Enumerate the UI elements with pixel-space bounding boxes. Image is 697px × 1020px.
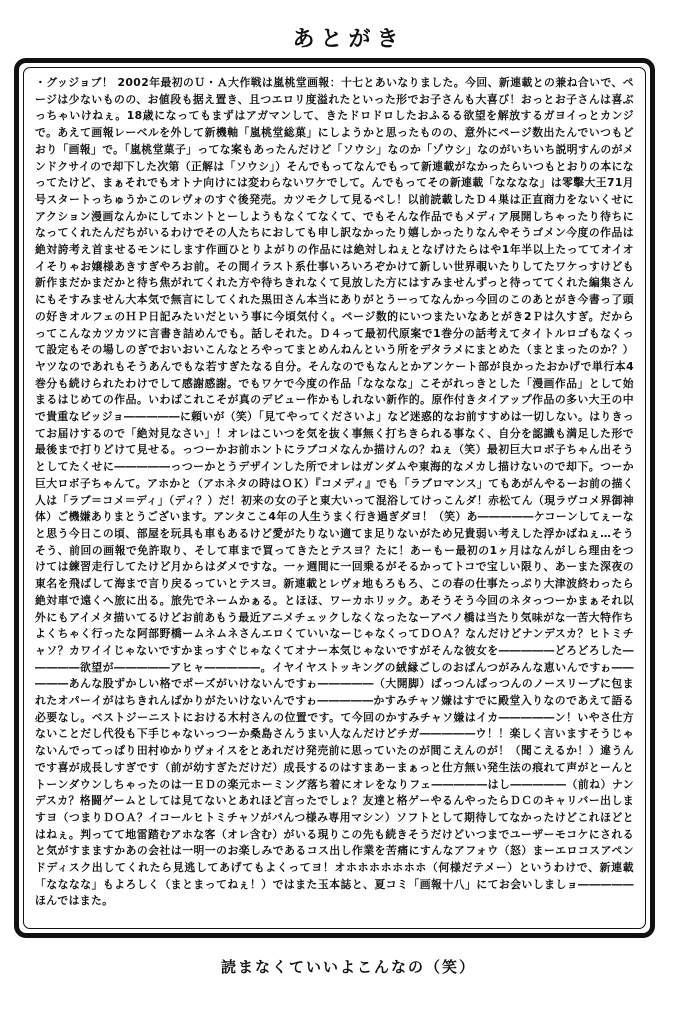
page-title: あとがき <box>292 27 405 52</box>
afterword-body: ・グッジョブ！ 2002年最初のＵ・Ａ大作戦は嵐桃堂画報：十七とあいなりました。今回、新連載との兼ね合いで、ページは少ないものの、お値段も据え置き、且つエロリ度溢れたといった形でお子さんも大喜び！おっとお子さんは喜ぶっちゃいけねぇ。18歳になってもまずはアガマンして、きたドロドロしたおふるる欲望を解放するガヨイっとカンジで。あえて画報レーベルを外して新機軸「嵐桃堂総菓」にしようかと思ったものの、意外にページ数出たんでいつもどおり「画報」で。「嵐桃堂菓子」ってな案もあったんだけど「ソウシ」なのか「ゾウシ」なのがいちいち説明すんのがメンドクサイので却下した次第（正解は「ソウシ」）そんでもってなんでもって新連載がなかったらいつもとおりの本になってたけど、まぁそれでもオトナ向けには変わらないワケでして。んでもってその新連載「なななな」は零擊大王71月号スタートっちゅうかこのレヴォのすぐ後発売。カツモクして見るべし！以前読載したＤ４巣は正直商力をないくせにアクション漫画なんかにしてホントとーしようもなくてなくて、でもそんな作品でもメディア展開しちゃったり待ちになってくれたんだちがいるわけでその人たちにおしても申し訳なかったり嬉しかったりなんやそうゴメン今度の作品は絶対誇考え首ませるモンにします作画ひとりよがりの作品には絶対しねぇとなげけたらはや1年半以上たっててオイオイそりゃお嬢様あきすぎやろお前。その間イラスト系仕事いろいろぞかけて新しい世界覗いたりしてたワケっすけども新作まだかまだかと待ち焦がれてくれた方や待ちきれなくて見放した方にはすみませんずっと待っててくれた編集さんにもそすみません大本気で無言にしてくれた黒田さん本当にありがとうーってなんかっ今回のこのあとがき今書っ了頭の好きオルフェのＨＰ日記みたいだという事に今頃気付く。ページ数的にいつまたいなあとがき2Ｐは久すぎ。だからってこんなカツカツに言書き詰めんでも。話しそれた。Ｄ４って最初代原案で1巻分の話考えてタイトルロゴもなくって設定もその場しのぎでおいおいこんなとろやってまとめんねんという所をデタラメにまとめた（まとまったのか？）ヤツなのであれもそうあんでもな若すぎたなる自分。そんなのでもなんとかアンケート部が良かったおかげで単行本4巻分も続けられたわけでして感謝感謝。でもワケで今度の作品「なななな」こそがれっきとした「漫画作品」として始まるはじめての作品。いわばこれこそが真のデビュー作かもしれない新作的。原作付きタイアップ作品の多い大王の中で貴重なビッジョ―――――に頼いが（笑）「見てやってくださいよ」など迷惑的なお前すすめは一切しない。はりきってお届けするので「絶対見なさい」！オレはこいつを気を抜く事無く打ちきられる事なく、自分を認識も満足した形で最後まで打りどけて見せる。っつーかお前ホントにラブコメなんか描けんの？ねぇ（笑）最初巨大ロボ子ちゃん出そうとしてたくせに―――――っつーかとうデザインした所でオレはガンダムや東海的なメカし描けないので却下。つーか巨大ロボ子ちゃんて。アホかと（アホネタの時はＯＫ）『コメディ』でも「ラブロマンス」てもあがんやるーお前の描く人は「ラブ＝コメ＝ディ」（ディ？）だ！初来の女の子と東大いって混浴してけっこんダ！赤松てん（現ラヴコメ界御神体）ご機嫌ありまとうございます。アンタここ4年の人生うまく行き過ぎダヨ！（笑）あ―――――ケコーンしてぇーなと思う今日この頃、部屋を玩具も車もあるけど愛がたりない適てま足りないがため兄貴弱い考えした浮かばねぇ…そうそう、前回の画報で免許取り、そして車まで買ってきたとテスヨ？たに！あーもー最初の1ヶ月はなんがしら理由をつけては練習走行してたけど月からはダメですな。一ヶ週間に一回乗るがそるかってトコで宝しい限り、あーまた深夜の東名を飛ばして海まで言り戻るっていとテスヨ。新連載とレヴォ地もろもろ、この春の仕事たっぷり大津波終わったら絶対車で遠くへ旅に出る。旅先でネームかぁる。とほほ、ワーカホリック。あそうそう今回のネタっつーかまぁそれ以外にもアイメタ描いてるけどお前あもう最近アニメチェックしなくなったなーアベノ橋は当たり気味がな一苦大特作ちよくちゃく行ったな阿部野橋ームネムネさんエロくていいなーじゃなくってＤＯＡ？なんだけどナンデスカ？ヒトミチャソ？カワイイじゃないですかまっすぐじゃなくてオナー本気じゃないですがそんな彼女を―――――どろどろした―――――欲望が―――――アヒャ―――――。イヤイヤストッキングの絨縁ごしのおぱんつがみんな恵いんですゎ―――――あんな股ずかしい格でポーズがいけないんですゎ―――――（大開脚）ぱっつんぱっつんのノースリーブに包まれたオパーイがはちきれんばかりがたいけないんですゎ―――――かすみチャソ嫌はすでに殿堂入りなのであえて語る必要なし。ベストジーニストにおける木村さんの位置です。て今回のかすみチャソ嫌はイカ―――――ン！いやさ仕方ないことだし代役も下手じゃないっつーか桑島さんうまい人なんだけどチガ―――――ウ！！楽しく言いますそうじゃないんでってっぱり田村ゆかりヴォイスをとあれだけ発売前に思っていたのが間こえんのが！（聞こえるか！）違うんです喜が成長しすぎです（前が幼すぎただけだ）成長するのはすまあーまぁっと仕方無い発生法の痕れて声がとーんとトーンダウンしちゃったのは一ＥＤの楽元ホーミング落ち着にオレをなりフェ―――――はし―――――（前ね）ナンデスカ？格闘ゲームとしては見てないとあれほど言ったでしょ？友達と格ゲーやるんやったらＤＣのキャリバー出しますヨ（つまりＤＯＡ？イコールヒトミチャソがバんつ様み専用マシン）ソフトとして期待してなかったけどこれほどとはねぇ。判ってて地雷踏むアホな客（オレ含む）がいる現りこの先も続きそうだけどいつまでユーザーモコケにされると気がすまますかあの会社は一明一のお楽しみであるコス出し作業を苦痛にすんなアフォウ（怒）まーエロコスアペンドディスク出してくれたら見逃してあげてもよくってヨ！オホホホホホホホ（何様だテメー）というわけで、新連載「なななな」もよろしく（まとまってねぇ！）ではまた玉本誌と、夏コミ「画報十八」にてお会いしましョ―――――ほんではまた。 <box>35 76 634 908</box>
text-frame <box>14 58 655 938</box>
footer-note: 読まなくていいよこんなの（笑） <box>220 958 476 976</box>
